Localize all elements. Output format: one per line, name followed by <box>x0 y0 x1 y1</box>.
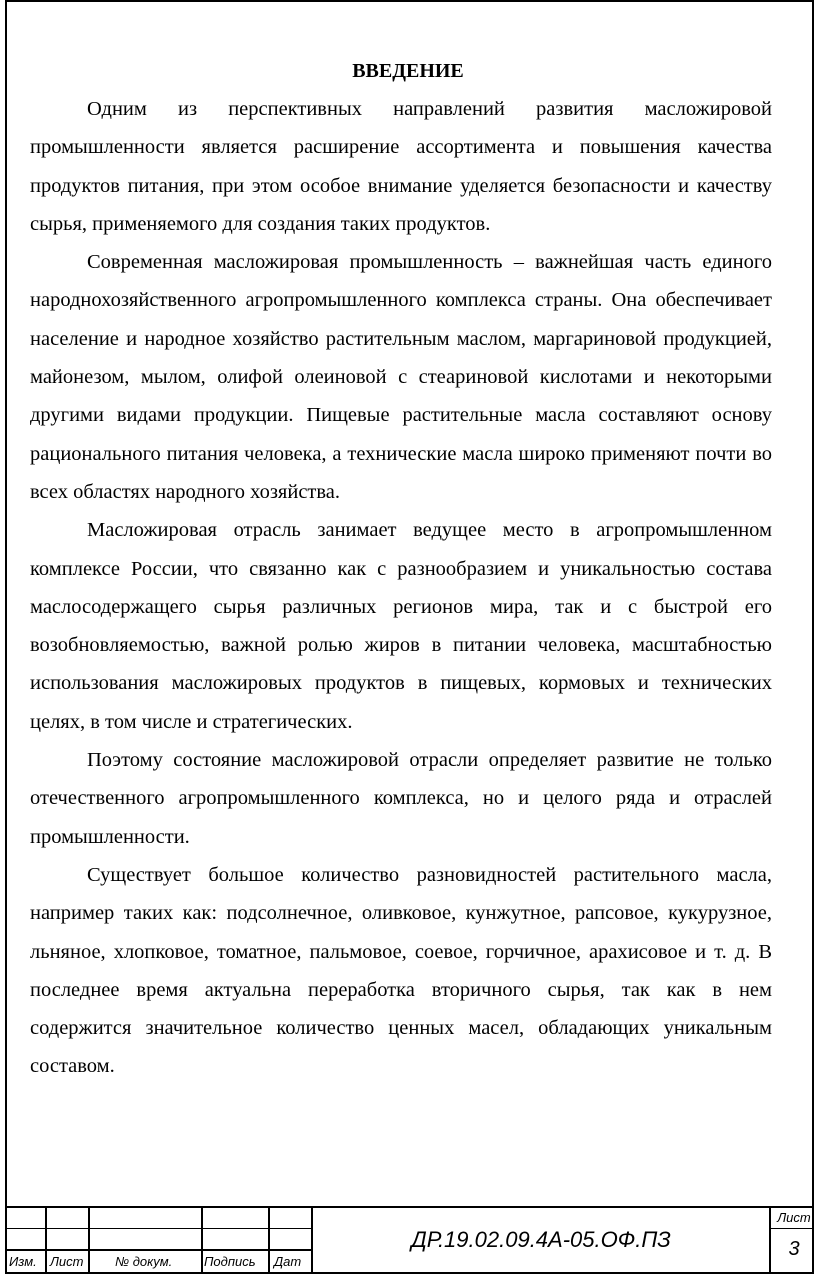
title-block <box>5 1206 814 1274</box>
page-title: ВВЕДЕНИЕ <box>352 60 464 82</box>
paragraph: Масложировая отрасль занимает ведущее место в агропромышленном комплексе России, что связанно как с разнообразием и уникальностью состава маслосодержащего сырья различных регионов мира, так и с быстрой его возобновляемостью, важной ролью жиров в питании человека, масштабностью использования масложировых продуктов в пищевых, кормовых и технических целях, в том числе и стратегических. <box>30 519 772 733</box>
col-doc-label: № докум. <box>115 1254 173 1269</box>
paragraph: Одним из перспективных направлений развития масложировой промышленности является расширение ассортимента и повышения качества продуктов питания, при этом особое внимание уделяется безопасности и качеству сырья, применяемого для создания таких продуктов. <box>30 98 772 235</box>
col-list-label: Лист <box>50 1254 84 1269</box>
col-sign-label: Подпись <box>204 1254 256 1269</box>
sheet-number: 3 <box>788 1238 800 1260</box>
body-text <box>30 90 772 1086</box>
col-izm-label: Изм. <box>9 1254 37 1269</box>
sheet-label: Лист <box>777 1210 811 1225</box>
paragraph: Поэтому состояние масложировой отрасли определяет развитие не только отечественного агропромышленного комплекса, но и целого ряда и отраслей промышленности. <box>30 749 772 848</box>
col-date-label: Дат <box>274 1254 302 1269</box>
paragraph: Существует большое количество разновидностей растительного масла, например таких как: подсолнечное, оливковое, кунжутное, рапсовое, кукурузное, льняное, хлопковое, томатное, пальмовое, соевое, горчичное, арахисовое и т. д. В последнее время актуальна переработка вторичного сырья, так как в нем содержится значительное количество ценных масел, обладающих уникальным составом. <box>30 863 772 1078</box>
document-number: ДР.19.02.09.4А-05.ОФ.ПЗ <box>411 1227 671 1252</box>
paragraph: Современная масложировая промышленность – важнейшая часть единого народнохозяйственного агропромышленного комплекса страны. Она обеспечивает население и народное хозяйство растительным маслом, маргариновой продукцией, майонезом, мылом, олифой олеиновой с стеариновой кислотами и некоторыми другими видами продукции. Пищевые растительные масла составляют основу рационального питания человека, а технические масла широко применяют почти во всех областях народного хозяйства. <box>30 251 772 503</box>
